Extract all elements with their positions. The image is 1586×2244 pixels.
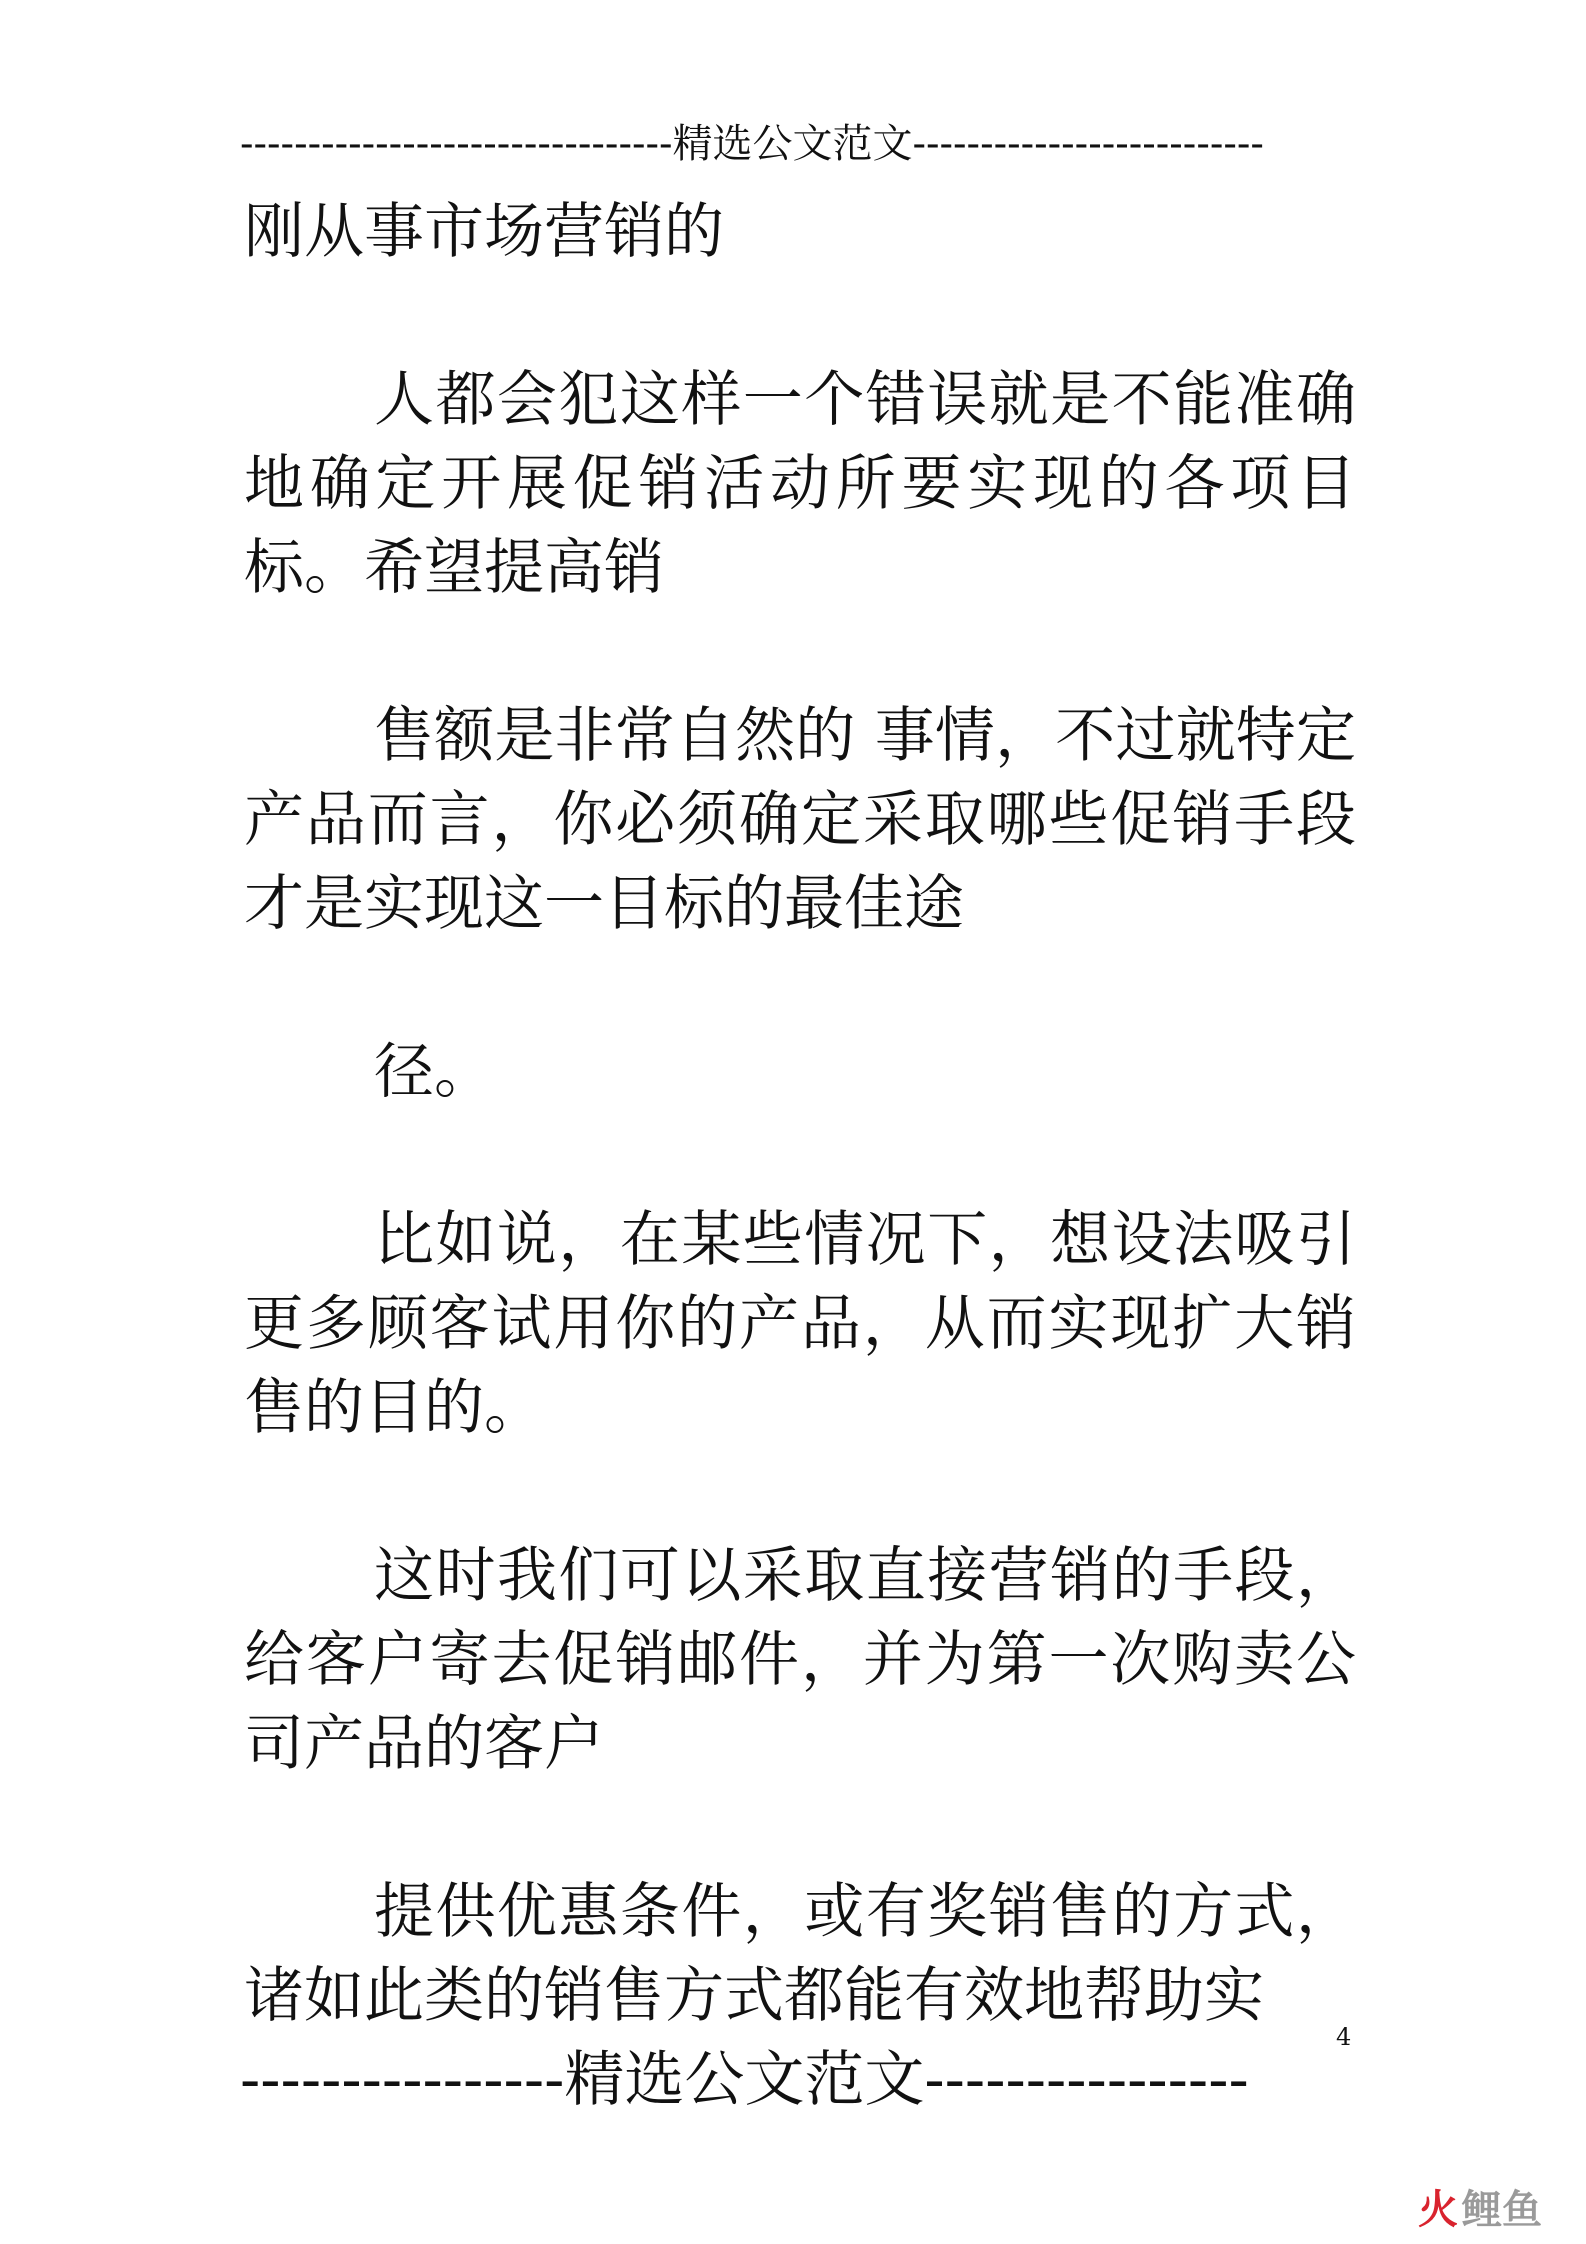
paragraph-5: 比如说，在某些情况下，想设法吸引更多顾客试用你的产品，从而实现扩大销售的目的。 bbox=[244, 1205, 1356, 1443]
watermark-text: 鲤鱼 bbox=[1462, 2187, 1542, 2233]
paragraph-4: 径。 bbox=[374, 1037, 494, 1107]
watermark-mark: 火 bbox=[1418, 2187, 1458, 2233]
document-body bbox=[244, 190, 1356, 2122]
paragraph-2: 人都会犯这样一个错误就是不能准确地确定开展促销活动所要实现的各项目标。希望提高销 bbox=[244, 365, 1356, 603]
paragraph-1: 刚从事市场营销的 bbox=[244, 197, 724, 267]
paragraph-6: 这时我们可以采取直接营销的手段，给客户寄去促销邮件，并为第一次购卖公司产品的客户 bbox=[244, 1541, 1356, 1779]
page-number: 4 bbox=[1336, 2023, 1352, 2051]
paragraph-3: 售额是非常自然的 事情，不过就特定产品而言，你必须确定采取哪些促销手段才是实现这一目标的最佳途 bbox=[244, 701, 1356, 939]
watermark-logo bbox=[1418, 2186, 1542, 2234]
paragraph-7: 提供优惠条件，或有奖销售的方式，诸如此类的销售方式都能有效地帮助实 bbox=[244, 1877, 1356, 2031]
page-footer: ----------------精选公文范文---------------- bbox=[240, 2045, 1249, 2115]
page-header: --------------------------------精选公文范文-------------------------- bbox=[240, 121, 1264, 167]
